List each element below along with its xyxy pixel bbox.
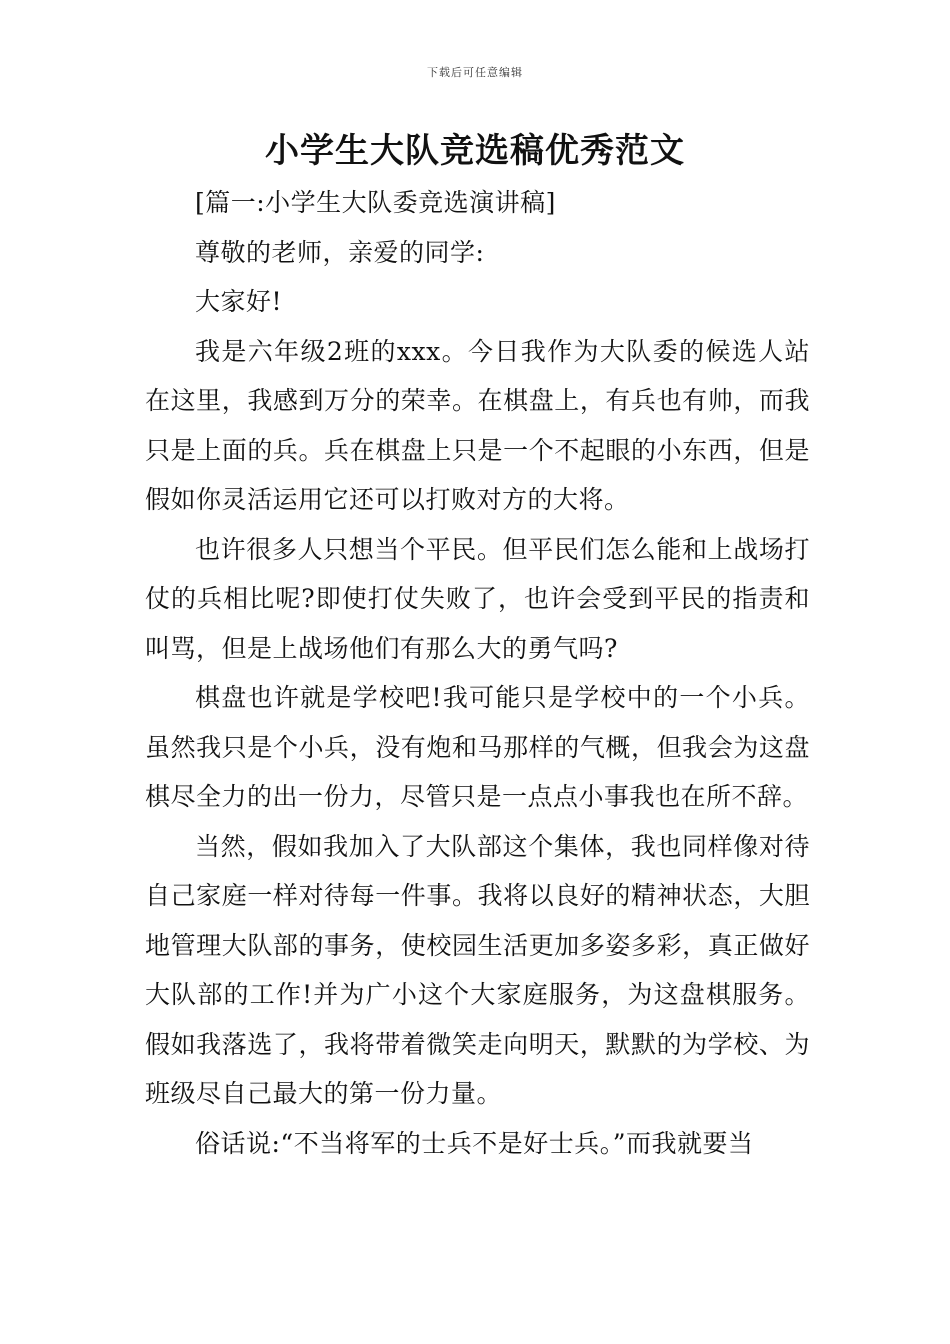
paragraph: 棋盘也许就是学校吧!我可能只是学校中的一个小兵。虽然我只是个小兵，没有炮和马那样的气概，但我会为这盘棋尽全力的出一份力，尽管只是一点点小事我也在所不辞。 — [145, 683, 810, 811]
paragraph: 我是六年级2班的xxx。今日我作为大队委的候选人站在这里，我感到万分的荣幸。在棋盘上，有兵也有帅，而我只是上面的兵。兵在棋盘上只是一个不起眼的小东西，但是假如你灵活运用它还可以打败对方的大将。 — [145, 336, 810, 514]
salutation: 尊敬的老师，亲爱的同学: — [195, 237, 485, 267]
document-body — [145, 178, 810, 1168]
paragraph: 俗话说:“不当将军的士兵不是好士兵。”而我就要当 — [195, 1128, 754, 1158]
paragraph: 也许很多人只想当个平民。但平民们怎么能和上战场打仗的兵相比呢?即使打仗失败了，也许会受到平民的指责和叫骂，但是上战场他们有那么大的勇气吗? — [145, 534, 810, 663]
page-header-note: 下载后可任意编辑 — [427, 66, 523, 79]
document-title: 小学生大队竞选稿优秀范文 — [265, 131, 685, 171]
paragraph: 当然，假如我加入了大队部这个集体，我也同样像对待自己家庭一样对待每一件事。我将以良好的精神状态，大胆地管理大队部的事务，使校园生活更加多姿多彩，真正做好大队部的工作!并为广小这个大家庭服务，为这盘棋服务。假如我落选了，我将带着微笑走向明天，默默的为学校、为班级尽自己最大的第一份力量。 — [145, 831, 810, 1108]
section-heading: [篇一:小学生大队委竞选演讲稿] — [195, 188, 556, 217]
greeting: 大家好! — [195, 287, 283, 316]
